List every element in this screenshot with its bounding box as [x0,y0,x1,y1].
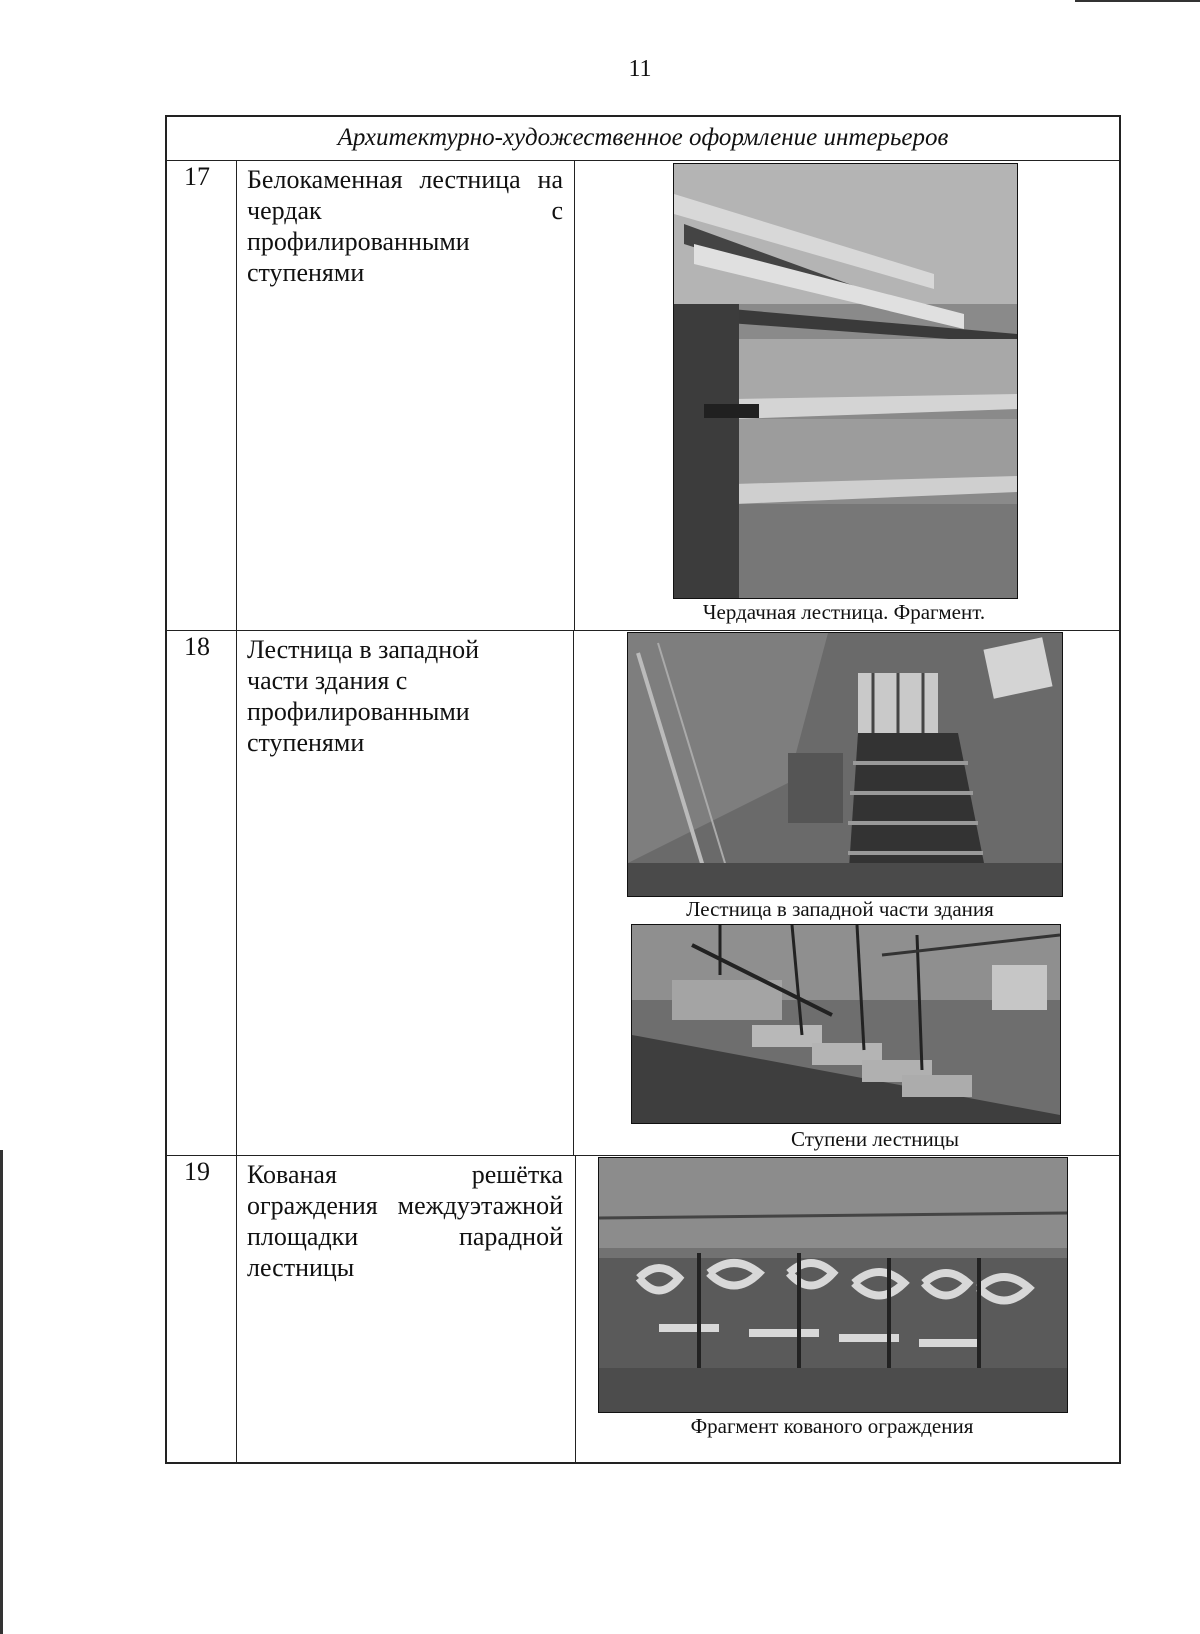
page-number: 11 [628,56,652,82]
table-divider [165,1155,1121,1156]
row-description: Белокаменная лестница на чердак с профилированными ступенями [247,165,563,287]
photo-caption: Лестница в западной части здания [686,897,994,921]
west-staircase-photo [627,632,1063,897]
scan-edge-mark [1075,0,1200,2]
table-divider [236,160,237,1464]
photo-caption: Чердачная лестница. Фрагмент. [702,600,986,624]
attic-staircase-photo [673,163,1018,599]
row-number: 17 [184,162,210,191]
photo-caption: Ступени лестницы [790,1127,960,1151]
row-number: 19 [184,1157,210,1186]
table-divider [574,160,575,630]
table-divider [575,1155,576,1464]
section-title: Архитектурно-художественное оформление интерьеров [337,124,949,151]
table-divider [165,160,1121,161]
photo-caption: Фрагмент кованого ограждения [690,1414,974,1438]
wrought-iron-railing-photo [598,1157,1068,1413]
table-divider [573,630,574,1155]
row-description: Кованая решётка ограждения междуэтажной площадки парадной лестницы [247,1160,563,1282]
table-divider [165,630,1121,631]
scan-edge-mark [0,1150,3,1634]
stair-steps-photo [631,924,1061,1124]
row-number: 18 [184,632,210,661]
row-description: Лестница в западной части здания с профилированными ступенями [247,635,480,757]
